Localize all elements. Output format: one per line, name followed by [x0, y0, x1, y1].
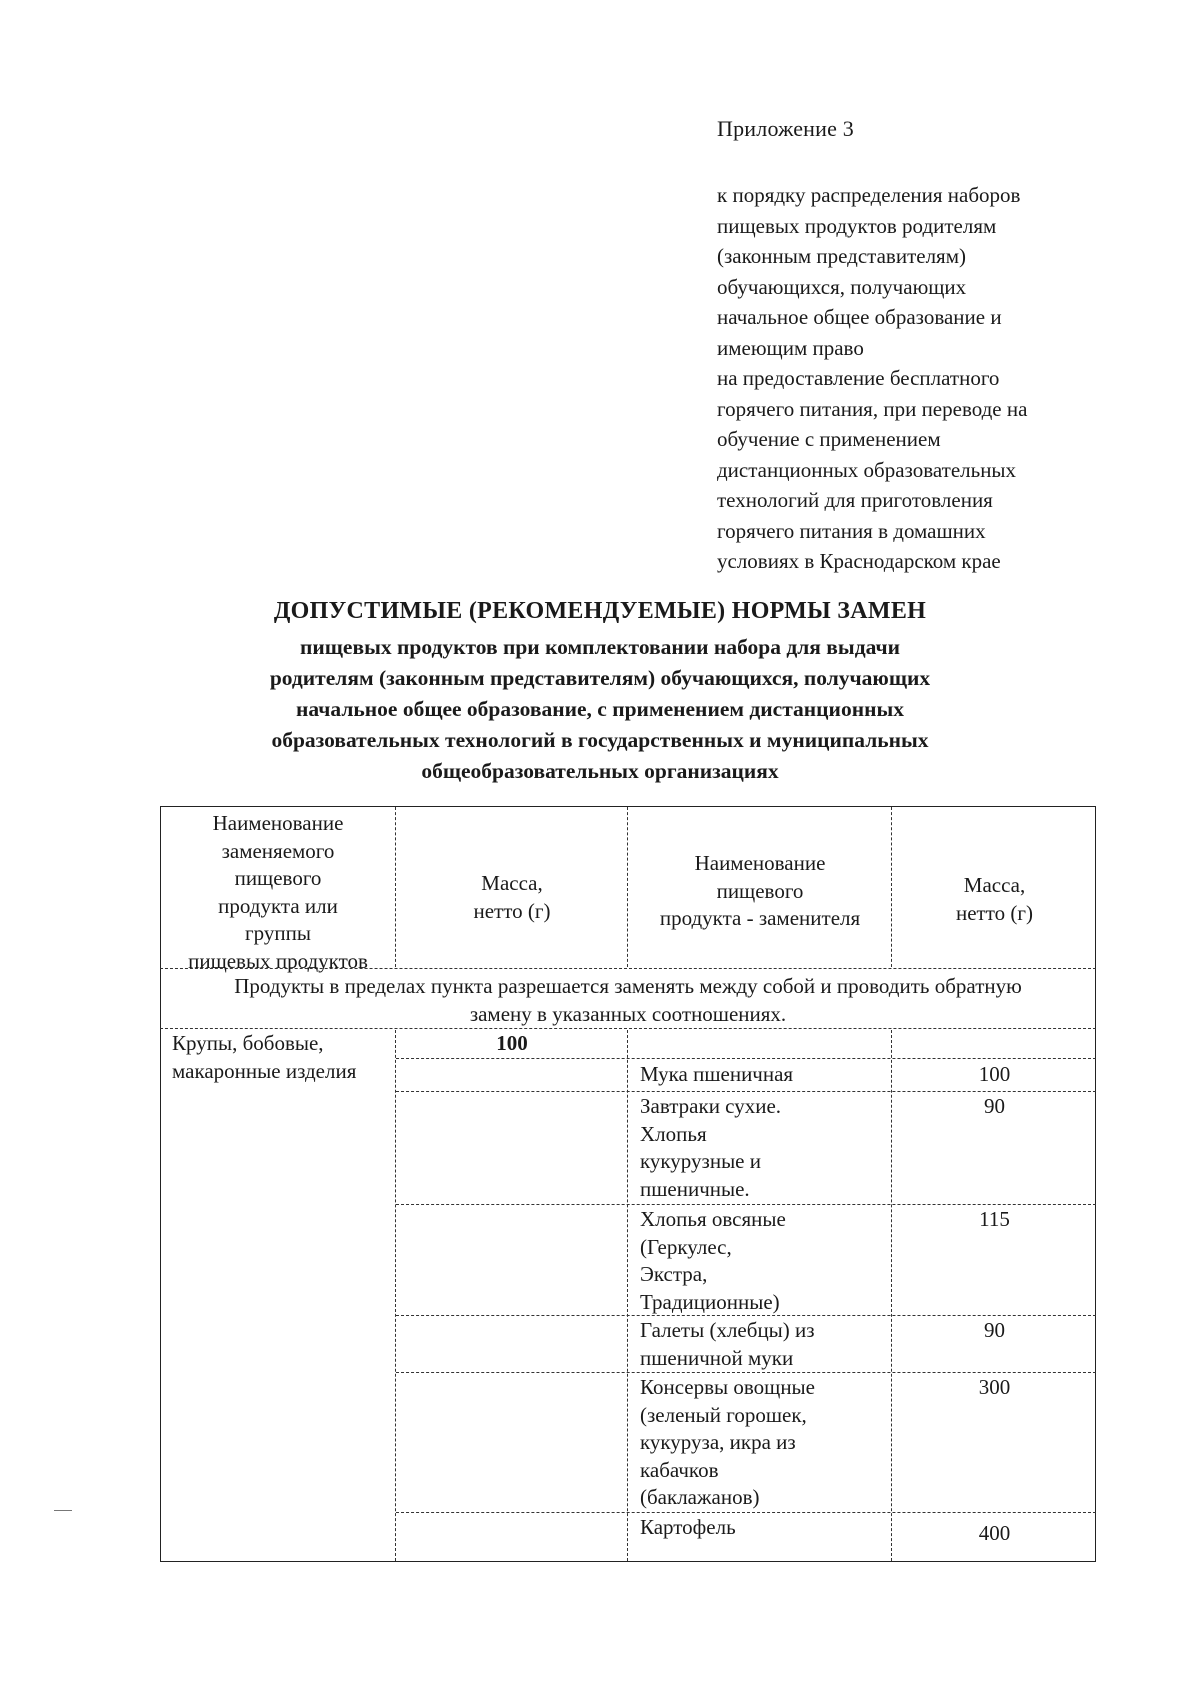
table-divider: [396, 1058, 1096, 1059]
appendix-line: начальное общее образование и: [717, 305, 1002, 329]
substitute-product: [640, 1317, 888, 1372]
product-line: Консервы овощные: [640, 1375, 815, 1399]
appendix-line: обучение с применением: [717, 427, 941, 451]
margin-mark: [54, 1510, 72, 1511]
table-divider: [396, 1091, 1096, 1092]
substitute-product: [640, 1374, 888, 1512]
substitute-mass: 90: [984, 1318, 1005, 1342]
group-name-line: Крупы, бобовые,: [172, 1031, 324, 1055]
product-line: Завтраки сухие.: [640, 1094, 782, 1118]
appendix-line: горячего питания, при переводе на: [717, 396, 1028, 421]
appendix-description: [717, 180, 1137, 577]
appendix-title: Приложение 3: [717, 116, 854, 141]
document-subtitle: [150, 632, 1050, 787]
product-line: Традиционные): [640, 1289, 780, 1314]
header-text: заменяемого: [221, 838, 335, 863]
substitute-product: [640, 1206, 888, 1316]
substitute-product: [640, 1514, 888, 1542]
subtitle-line: общеобразовательных организациях: [421, 759, 779, 783]
header-text: пищевого: [716, 878, 804, 903]
product-line: (баклажанов): [640, 1485, 760, 1509]
appendix-line: на предоставление бесплатного: [717, 366, 1000, 390]
table-divider: [396, 1372, 1096, 1373]
table-divider: [395, 807, 396, 967]
product-line: кукурузные и: [640, 1149, 761, 1173]
appendix-line: горячего питания в домашних: [717, 518, 986, 543]
table-note: [162, 972, 1094, 1028]
substitute-mass: 300: [978, 1375, 1011, 1399]
table-divider: [396, 1204, 1096, 1205]
appendix-line: обучающихся, получающих: [717, 274, 967, 299]
product-line: (зеленый горошек,: [640, 1402, 807, 1427]
table-divider: [160, 1028, 1096, 1029]
substitute-mass: 400: [978, 1521, 1011, 1545]
subtitle-line: родителям (законным представителям) обучающихся, получающих: [269, 666, 931, 690]
note-line: Продукты в пределах пункта разрешается заменять между собой и проводить обратную: [234, 974, 1022, 998]
subtitle-line: пищевых продуктов при комплектовании набора для выдачи: [300, 635, 900, 659]
group-name-line: макаронные изделия: [172, 1058, 357, 1083]
header-substitute-product: [629, 850, 891, 933]
table-divider: [396, 1512, 1096, 1513]
appendix-line: условиях в Краснодарском крае: [717, 549, 1001, 573]
product-line: Экстра,: [640, 1262, 708, 1286]
document-title: ДОПУСТИМЫЕ (РЕКОМЕНДУЕМЫЕ) НОРМЫ ЗАМЕН: [273, 598, 927, 624]
header-text: пищевого: [234, 866, 322, 890]
group-mass: 100: [496, 1031, 528, 1055]
header-text: нетто (г): [956, 900, 1033, 925]
group-name: [172, 1030, 394, 1085]
product-line: пшеничной муки: [640, 1345, 794, 1370]
substitute-mass: 100: [978, 1062, 1011, 1086]
table-divider: [891, 1030, 892, 1561]
product-line: Галеты (хлебцы) из: [640, 1318, 815, 1342]
substitute-product: [640, 1093, 888, 1203]
table-divider: [891, 807, 892, 967]
appendix-line: имеющим право: [717, 335, 864, 360]
appendix-line: (законным представителям): [717, 244, 966, 268]
header-substitute-mass: [893, 872, 1096, 927]
header-text: продукта или: [218, 893, 338, 918]
product-line: кукуруза, икра из: [640, 1430, 796, 1454]
appendix-line: технологий для приготовления: [717, 488, 993, 512]
subtitle-line: образовательных технологий в государственных и муниципальных: [271, 728, 929, 752]
substitute-mass: 90: [984, 1094, 1005, 1118]
product-line: пшеничные.: [640, 1176, 750, 1201]
table-divider: [627, 807, 628, 967]
appendix-line: дистанционных образовательных: [717, 457, 1017, 482]
product-line: (Геркулес,: [640, 1234, 732, 1259]
header-text: Наименование: [694, 851, 826, 875]
header-text: группы: [245, 921, 311, 945]
product-line: Хлопья: [640, 1121, 707, 1146]
header-mass-net: [397, 870, 627, 925]
note-line: замену в указанных соотношениях.: [469, 1002, 787, 1026]
substitute-product: [640, 1061, 888, 1089]
product-line: Мука пшеничная: [640, 1062, 794, 1086]
header-replaced-product: [162, 810, 394, 975]
header-text: Масса,: [963, 873, 1026, 897]
header-text: нетто (г): [473, 898, 551, 923]
table-divider: [627, 1030, 628, 1561]
subtitle-line: начальное общее образование, с применением дистанционных: [295, 697, 904, 721]
product-line: Картофель: [640, 1515, 736, 1539]
appendix-line: пищевых продуктов родителям: [717, 213, 997, 238]
substitute-mass: 115: [979, 1207, 1010, 1231]
header-text: пищевых продуктов: [188, 948, 368, 973]
product-line: кабачков: [640, 1457, 719, 1482]
header-text: продукта - заменителя: [659, 906, 861, 930]
appendix-line: к порядку распределения наборов: [717, 183, 1021, 207]
header-text: Масса,: [481, 871, 543, 895]
product-line: Хлопья овсяные: [640, 1207, 786, 1231]
table-divider: [395, 1030, 396, 1561]
header-text: Наименование: [212, 811, 344, 835]
